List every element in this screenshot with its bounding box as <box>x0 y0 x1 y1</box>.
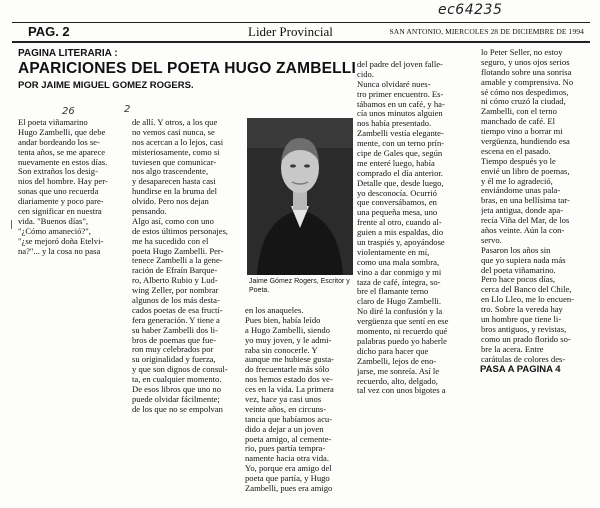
article-text-line: No diré la confusión y la <box>357 307 443 317</box>
article-text-line: lo Peter Seller, no estoy <box>481 48 563 57</box>
article-text-line: yo desconocía. Ocurrió <box>357 188 437 198</box>
article-text-line: poeta amigo, al cemente- <box>245 434 332 444</box>
article-text-line: tancia que habíamos acu- <box>245 414 333 424</box>
article-text-line: comprado el día anterior. <box>357 168 443 178</box>
article-text-line: raba sin conocerle. Y <box>245 345 318 355</box>
article-text-line: en Llo Lleo, me lo encuen- <box>481 295 575 305</box>
article-text-line: Zambelli, pues era amigo <box>245 484 333 494</box>
article-text-line: palabras puedo yo haberle <box>357 336 447 346</box>
article-text-line: un traspiés y, apoyándose <box>357 238 445 248</box>
article-text-line: algunos de los más desta- <box>132 296 220 306</box>
article-text-line: violentamente en mí, <box>357 247 430 257</box>
article-text-line: taza de café, íntegra, so- <box>357 277 441 287</box>
article-text-line: poeta Hugo Zambelli. Per- <box>132 246 224 256</box>
article-text-line: tuviesen que comunicar- <box>132 157 217 167</box>
article-text-line: manchado de café. El <box>481 117 555 127</box>
article-text-line: nos había presentado. <box>357 119 432 129</box>
newspaper-name: Lider Provincial <box>248 24 333 39</box>
article-text-line: tiempo vino a borrar mi <box>481 127 563 137</box>
article-text-line: como un prado florido so- <box>481 334 571 344</box>
article-text-line: de los que no se empolvan <box>132 404 223 414</box>
article-text-line: tenta años, se me aparece <box>18 147 106 157</box>
article-text-line: bros antiguos, y revistas, <box>481 324 567 334</box>
article-text-line: a Hugo Zambelli, siendo <box>245 325 330 335</box>
article-text-line: enviándome unas pala- <box>481 186 561 196</box>
article-text-line: ces en la vida. La primera <box>245 385 334 395</box>
article-text-line: nos algo trascendente, <box>132 167 209 177</box>
article-text-line: do frecuentarle más sólo <box>245 365 330 375</box>
article-text-line: jeta antigua, donde apa- <box>481 206 564 216</box>
article-text-line: de estos últimos personajes, <box>132 226 228 236</box>
article-text-line: El poeta viñamarino <box>18 118 88 127</box>
article-text-line: Hugo Zambelli, que debe <box>18 127 106 137</box>
article-text-line: Zambelli, con el terno <box>481 107 557 117</box>
margin-bracket-mark: | <box>10 220 14 230</box>
article-byline: POR JAIME MIGUEL GOMEZ ROGERS. <box>18 80 194 91</box>
article-text-line: me ha sucedido con el <box>132 236 209 246</box>
article-text-line: ni cómo cruzó la ciudad, <box>481 97 566 107</box>
article-text-line: un hombre que tiene li- <box>481 315 562 325</box>
article-text-line: del padre del joven falle- <box>357 60 443 69</box>
article-text-line: bre el flamante terno <box>357 287 429 297</box>
article-text-line: ron muy celebrados por <box>132 345 214 355</box>
article-column-4 <box>357 60 469 396</box>
article-text-line: ta, en cualquier momento. <box>132 375 222 385</box>
article-text-line: cen significar en nuestra <box>18 207 102 217</box>
article-text-line: frente al otro, cuando al- <box>357 218 442 228</box>
article-text-line: amable y comprensiva. No <box>481 77 574 87</box>
article-text-line: diariamente y poco pare- <box>18 197 104 207</box>
article-text-line: tenece Zambelli a la gene- <box>132 256 223 266</box>
article-text-line: "¿se mejoró doña Etelvi- <box>18 236 104 246</box>
article-text-line: su originalidad y fuerza, <box>132 355 216 365</box>
article-text-line: namente hacia otra vida. <box>245 454 329 464</box>
article-text-line: guien a mis espaldas, dio <box>357 228 444 238</box>
article-text-line: Detalle que, desde luego, <box>357 178 444 188</box>
article-text-line: "¿Cómo amaneció?", <box>18 226 91 236</box>
article-text-line: pensando. <box>132 207 167 217</box>
article-text-line: cipe de Gales que, según <box>357 149 443 159</box>
article-text-line: Son extraños los desig- <box>18 167 98 177</box>
article-text-line: ración de Efraín Barque- <box>132 266 218 276</box>
article-text-line: dicho para hacer que <box>357 346 429 356</box>
article-text-line: mente, con un terno prín- <box>357 139 445 149</box>
article-text-line: vino a dar conmigo y mi <box>357 267 442 277</box>
article-text-line: nos acercan a lo lejos, casi <box>132 137 224 147</box>
continuation-note: PASA A PAGINA 4 <box>480 364 561 375</box>
article-text-line: olvido. Pero nos dejan <box>132 197 209 207</box>
photo-caption: Jaime Gómez Rogers, Escritor y Poeta. <box>249 278 350 294</box>
article-text-line: Zambelli, lejos de eno- <box>357 356 437 366</box>
article-text-line: bre la acera. Entre <box>481 344 544 354</box>
article-text-line: momento, ni recuerdo qué <box>357 327 448 337</box>
article-text-line: y desaparecen hasta casi <box>132 177 216 187</box>
article-text-line: tábamos en un café, y ha- <box>357 99 445 109</box>
article-text-line: claro de Hugo Zambelli. <box>357 297 441 307</box>
article-text-line: nios del hombre. Hay per- <box>18 177 108 187</box>
article-text-line: nos hemos estado dos ve- <box>245 375 333 385</box>
article-text-line: de allí. Y otros, a los que <box>132 118 218 127</box>
article-text-line: tro. Sobre la vereda hay <box>481 305 563 315</box>
article-text-line: cerca del Banco del Chile, <box>481 285 572 295</box>
article-text-line: Algo así, como con uno <box>132 216 214 226</box>
article-text-line: aunque me hubiese gusta- <box>245 355 335 365</box>
article-text-line: recuerdo, alto, delgado, <box>357 376 438 386</box>
article-text-line: y que son dignos de consul- <box>132 365 228 375</box>
article-text-line: sé cómo nos despedimos, <box>481 87 569 97</box>
article-text-line: su haber Zambelli dos li- <box>132 325 218 335</box>
article-text-line: del poeta viñamarino. <box>481 265 556 275</box>
article-text-line: Tiempo después yo le <box>481 156 556 166</box>
article-text-line: Zambelli vestía elegante- <box>357 129 444 139</box>
handwritten-annotation-b: 2 <box>124 104 131 115</box>
article-text-line: Pasaron los años sin <box>481 245 551 255</box>
article-text-line: Pues bien, había leído <box>245 315 321 325</box>
article-column-5 <box>481 48 589 365</box>
author-photo <box>247 118 353 275</box>
article-text-line: jarse, me sonreía. Así le <box>357 366 440 376</box>
article-text-line: seguro, y unos ojos serios <box>481 57 570 67</box>
article-text-line: nuevamente en estos días. <box>18 157 108 167</box>
article-text-line: Pero hace pocos días, <box>481 275 555 285</box>
article-text-line: veinte años, en circuns- <box>245 404 327 414</box>
article-text-line: hundirse en la bruma del <box>132 187 217 197</box>
article-text-line: tro primer encuentro. Es- <box>357 89 444 99</box>
article-text-line: misteriosamente, como si <box>132 147 220 157</box>
article-text-line: Yo, porque era amigo del <box>245 464 332 474</box>
article-text-line: yo muy joven, y le admi- <box>245 335 332 345</box>
article-text-line: sonas que uno recuerda <box>18 187 99 197</box>
article-text-line: fera generación. Y tiene a <box>132 315 220 325</box>
article-text-line: no vemos casi nunca, se <box>132 127 215 137</box>
article-text-line: me enteré luego, había <box>357 158 435 168</box>
article-text-line: vergüenza que sentí en ese <box>357 317 449 327</box>
article-text-line: na?"... y la cosa no pasa <box>18 246 101 256</box>
article-column-3 <box>245 306 351 494</box>
article-text-line: ro, Alberto Rubio y Lud- <box>132 276 218 286</box>
article-text-line: wing Zeller, por nombrar <box>132 286 219 296</box>
article-text-line: en los anaqueles. <box>245 306 304 315</box>
article-text-line: cía unos minutos alguien <box>357 109 443 119</box>
article-text-line: poeta que partía, y Hugo <box>245 474 330 484</box>
article-text-line: Nunca olvidaré nues- <box>357 79 431 89</box>
article-text-line: andar bordeando los se- <box>18 137 100 147</box>
article-text-line: que conversábamos, en <box>357 198 437 208</box>
article-text-line: una pequeña mesa, uno <box>357 208 438 218</box>
article-text-line: vergüenza, hundiendo esa <box>481 137 570 147</box>
article-text-line: bros de poemas que fue- <box>132 335 216 345</box>
article-text-line: envié un libro de poemas, <box>481 166 570 176</box>
page-number: PAG. 2 <box>28 24 70 39</box>
article-text-line: De esos libros que uno no <box>132 385 222 395</box>
catalog-code: ec64235 <box>438 2 503 18</box>
page-header <box>12 22 590 43</box>
author-portrait-svg <box>247 118 353 275</box>
article-text-line: dido a dejar a un joven <box>245 424 324 434</box>
handwritten-annotation-a: 26 <box>62 106 75 117</box>
article-column-1 <box>18 118 126 256</box>
article-text-line: tal vez con unos bigotes a <box>357 386 446 396</box>
article-text-line: y él me lo agradeció, <box>481 176 553 186</box>
article-text-line: como una mala sombra, <box>357 257 440 267</box>
article-text-line: bras, en una bellísima tar- <box>481 196 570 206</box>
article-text-line: servo. <box>481 235 502 245</box>
article-title: APARICIONES DEL POETA HUGO ZAMBELLI <box>18 60 356 77</box>
article-text-line: vida. "Buenos días", <box>18 216 89 226</box>
article-text-line: rio, pues partía tempra- <box>245 444 326 454</box>
section-label: PAGINA LITERARIA : <box>18 48 118 59</box>
issue-date: SAN ANTONIO, MIERCOLES 28 DE DICIEMBRE DE 1994 <box>389 27 584 36</box>
article-text-line: cido. <box>357 69 374 79</box>
article-text-line: escena en el pasado. <box>481 146 551 156</box>
article-text-line: carátulas de colores des- <box>481 354 566 364</box>
article-text-line: que yo supiera nada más <box>481 255 566 265</box>
article-text-line: vez, hace ya casi unos <box>245 395 322 405</box>
article-text-line: flotando sobre una sonrisa <box>481 67 572 77</box>
article-text-line: puede olvidar fácilmente; <box>132 394 220 404</box>
article-text-line: años veinte. Aún la con- <box>481 226 565 236</box>
article-column-2 <box>132 118 240 415</box>
article-text-line: cados poetas de esa fructí- <box>132 305 223 315</box>
article-text-line: recía Viña del Mar, de los <box>481 216 570 226</box>
